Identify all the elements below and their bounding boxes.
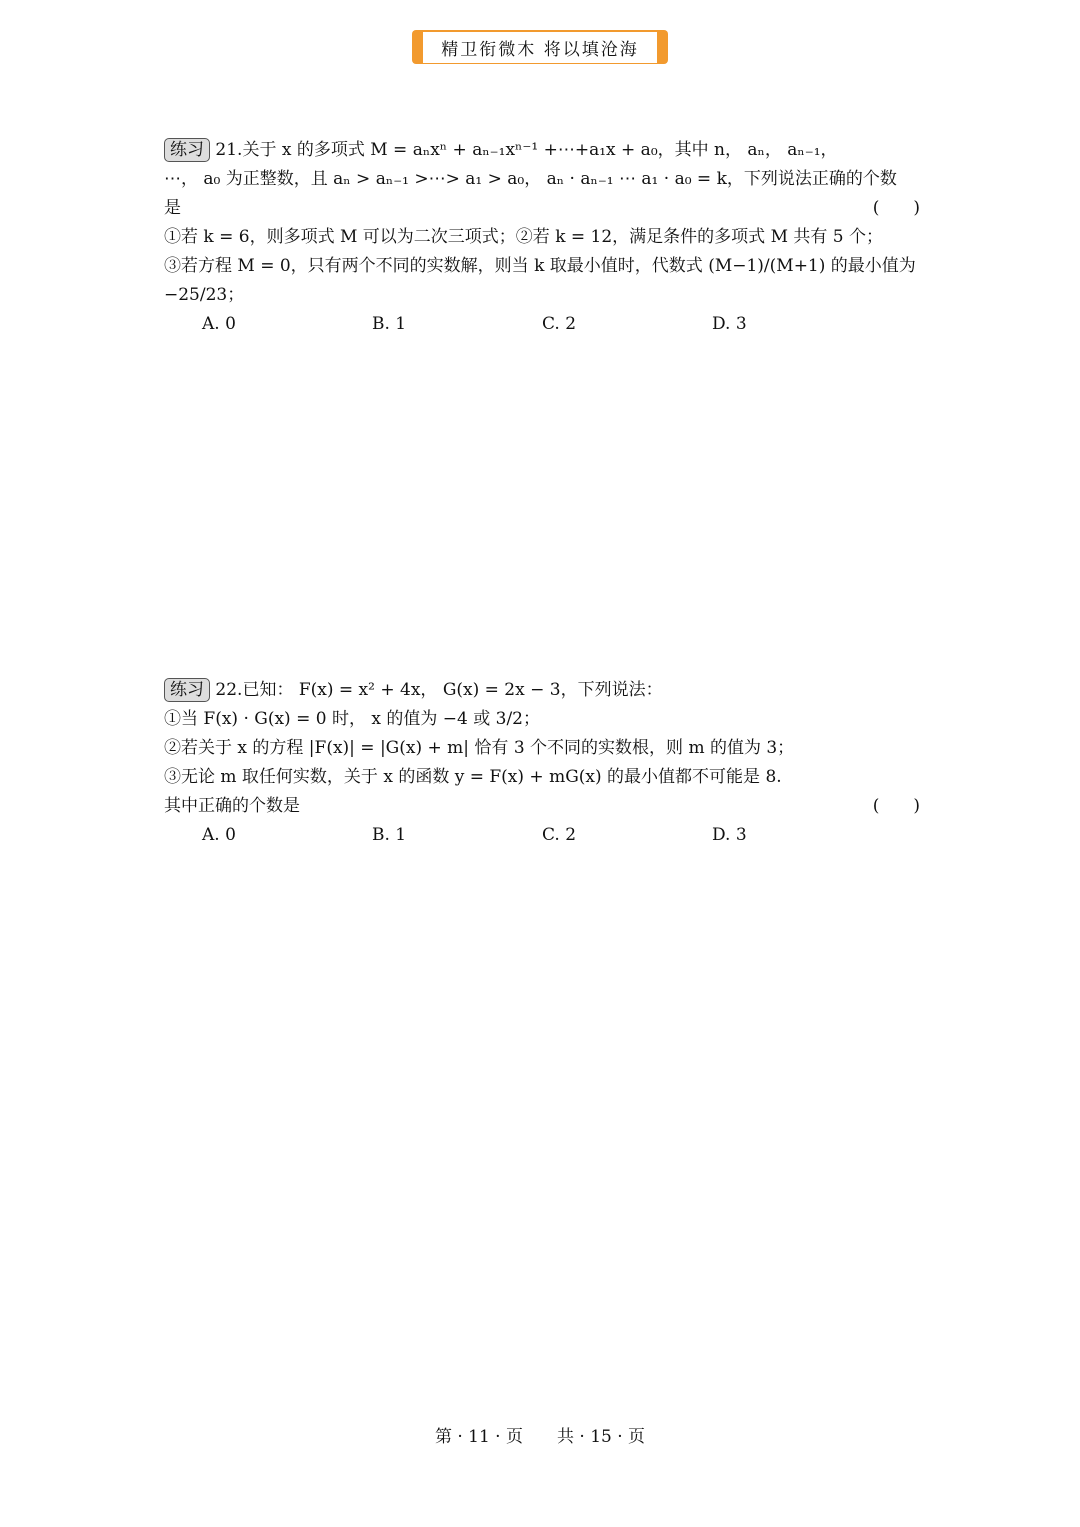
- question-21: 练习 21.关于 x 的多项式 M = aₙxⁿ + aₙ₋₁xⁿ⁻¹ +⋯+a₁x + a₀，其中 n， aₙ， aₙ₋₁， ⋯， a₀ 为正整数，且 aₙ > aₙ₋₁ >⋯> a₁ > a₀， aₙ · aₙ₋₁ ⋯ a₁ · a₀ = k，下列说法正确的个数 是 ( ) ①若 k = 6，则多项式 M 可以为二次三项式；②若 k = 12，满足条件的多项式 M 共有 5 个； ③若方程 M = 0，只有两个不同的实数解，则当 k 取最小值时，代数式 (M−1)/(M+1) 的最小值为 −25/23； A. 0 B. 1 C. 2 D. 3: [164, 136, 920, 339]
- options: A. 0 B. 1 C. 2 D. 3: [202, 825, 747, 845]
- header-banner: [412, 30, 668, 64]
- options: A. 0 B. 1 C. 2 D. 3: [202, 314, 747, 334]
- exercise-tag: 练习: [164, 678, 210, 702]
- question-22: 练习 22.已知： F(x) = x² + 4x， G(x) = 2x − 3，下列说法： ①当 F(x) · G(x) = 0 时， x 的值为 −4 或 3/2； ②若关于 x 的方程 |F(x)| = |G(x) + m| 恰有 3 个不同的实数根，则 m 的值为 3； ③无论 m 取任何实数，关于 x 的函数 y = F(x) + mG(x) 的最小值都不可能是 8. 其中正确的个数是 ( ) A. 0 B. 1 C. 2 D. 3: [164, 676, 920, 850]
- exercise-tag: 练习: [164, 138, 210, 162]
- banner-text: 精卫衔微木 将以填沧海: [423, 32, 656, 63]
- page-footer: 第 · 11 · 页 共 · 15 · 页: [434, 1427, 646, 1447]
